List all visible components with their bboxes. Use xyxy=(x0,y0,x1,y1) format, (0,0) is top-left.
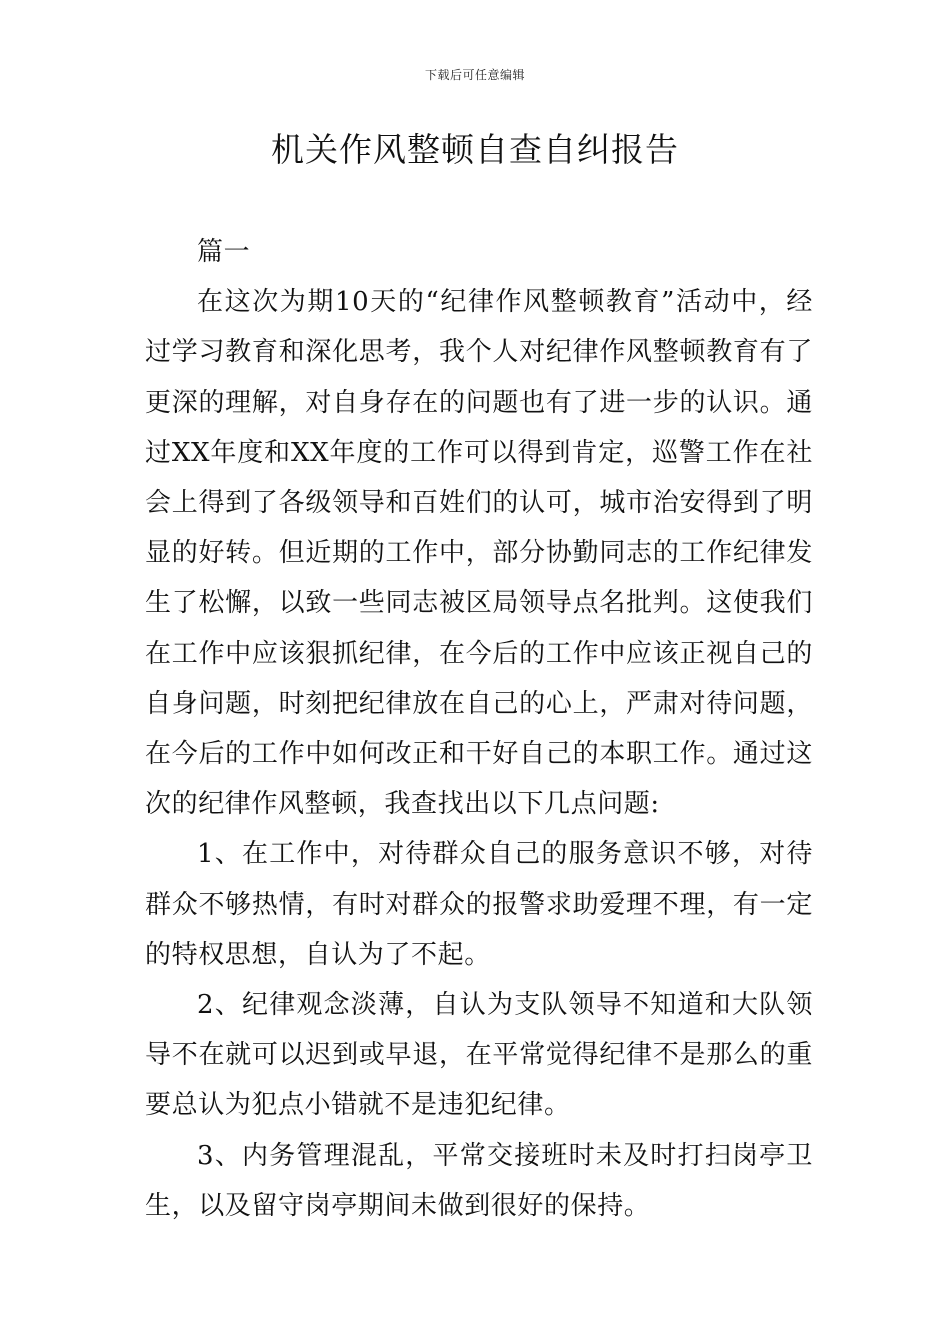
section-label: 篇一 xyxy=(197,237,251,267)
body-paragraph: 在这次为期10天的“纪律作风整顿教育”活动中，经过学习教育和深化思考，我个人对纪律作风整顿教育有了更深的理解，对自身存在的问题也有了进一步的认识。通过XX年度和XX年度的工作可以得到肯定，巡警工作在社会上得到了各级领导和百姓们的认可，城市治安得到了明显的好转。但近期的工作中，部分协勤同志的工作纪律发生了松懈，以致一些同志被区局领导点名批判。这使我们在工作中应该狠抓纪律，在今后的工作中应该正视自己的自身问题，时刻把纪律放在自己的心上，严肃对待问题，在今后的工作中如何改正和干好自己的本职工作。通过这次的纪律作风整顿，我查找出以下几点问题: xyxy=(145,287,813,820)
document-title: 机关作风整顿自查自纠报告 xyxy=(271,130,679,169)
body-paragraph: 1、在工作中，对待群众自己的服务意识不够，对待群众不够热情，有时对群众的报警求助爱理不理，有一定的特权思想，自认为了不起。 xyxy=(145,839,813,970)
document-body xyxy=(145,227,813,1231)
body-paragraph: 2、纪律观念淡薄，自认为支队领导不知道和大队领导不在就可以迟到或早退，在平常觉得纪律不是那么的重要总认为犯点小错就不是违犯纪律。 xyxy=(145,990,813,1121)
body-paragraph: 3、内务管理混乱，平常交接班时未及时打扫岗亭卫生，以及留守岗亭期间未做到很好的保持。 xyxy=(145,1140,813,1221)
header-note: 下载后可任意编辑 xyxy=(424,68,525,82)
